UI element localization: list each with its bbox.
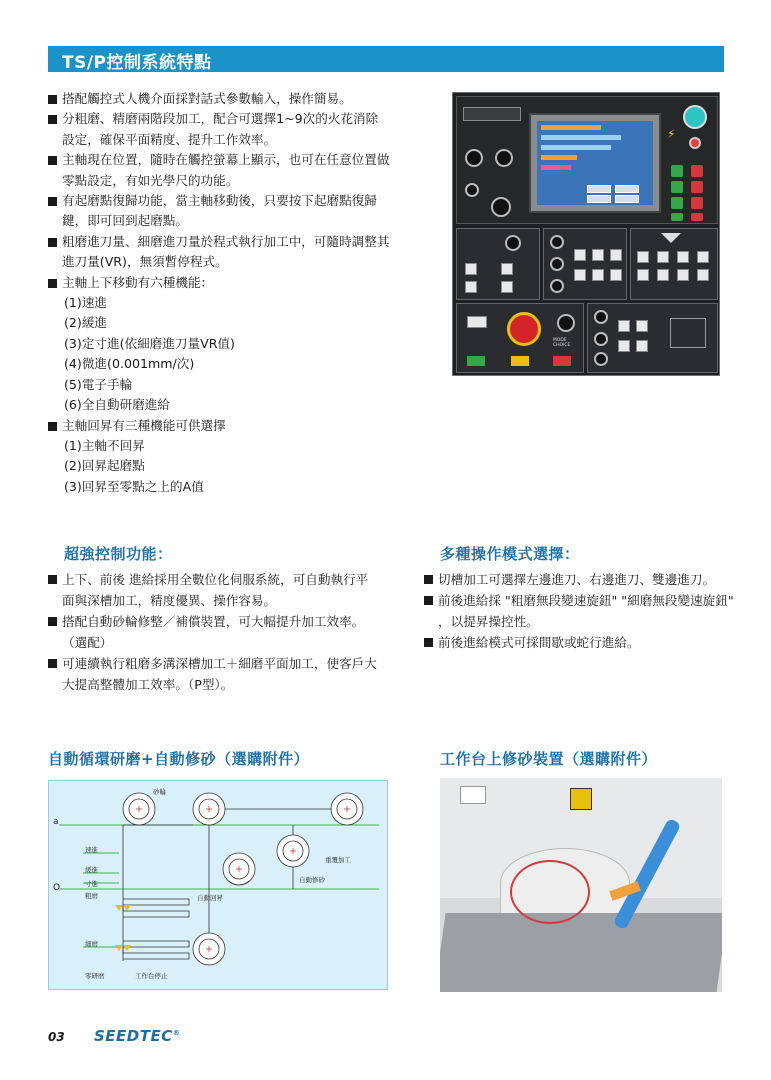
fine-label: 細磨 xyxy=(85,940,98,948)
panel-jog-section xyxy=(543,228,627,300)
knob-icon xyxy=(465,149,483,167)
table-stop-label: 工作台停止 xyxy=(135,972,168,980)
table-dresser-photo xyxy=(440,778,722,992)
knob-icon xyxy=(505,235,521,251)
section-title-bar xyxy=(48,46,724,72)
warning-bolt-icon: ⚡ xyxy=(667,127,676,141)
feature-item: 搭配觸控式人機介面採對話式參數輸入，操作簡易。 xyxy=(48,89,390,109)
dresser-heading: 工作台上修砂裝置（選購附件） xyxy=(440,750,658,768)
wheel-label: 砂輪 xyxy=(153,788,166,796)
touch-screen xyxy=(529,113,661,213)
rapid-label: 速進 xyxy=(85,846,98,854)
dresser-icon xyxy=(670,318,706,348)
return-mode: (3)回昇至零點之上的A值 xyxy=(64,478,204,494)
feature-item: 主軸回昇有三種機能可供選擇 xyxy=(48,416,390,436)
control-item: 上下、前後 進給採用全數位化伺服系統，可自動執行平面與深槽加工，精度優異、操作容易。 xyxy=(48,569,378,611)
rough-label: 粗磨 xyxy=(85,892,98,900)
feature-item: 粗磨進刀量、細磨進刀量於程式執行加工中，可隨時調整其進刀量(VR)，無須暫停程式。 xyxy=(48,232,390,273)
stop-lamp-icon xyxy=(689,137,701,149)
o-label: O xyxy=(53,883,61,893)
control-heading: 超強控制功能： xyxy=(64,545,173,563)
mode-item: 前後進給模式可採間歇或蛇行進給。 xyxy=(424,632,746,653)
brand-name: SEEDTEC xyxy=(94,1027,173,1045)
selector-switch-icon xyxy=(491,197,511,217)
size-label: 寸進 xyxy=(85,880,98,888)
load-meter xyxy=(463,107,521,121)
spindle-mode: (2)緩進 xyxy=(64,315,108,331)
panel-mode-section xyxy=(630,228,718,300)
feature-list xyxy=(48,89,390,497)
control-list xyxy=(48,569,378,695)
return-mode: (2)回昇起磨點 xyxy=(64,458,145,474)
slow-label: 緩進 xyxy=(85,866,98,874)
touch-screen-display xyxy=(537,121,653,205)
control-panel-image xyxy=(452,92,720,376)
spindle-mode: (6)全自動研磨進給 xyxy=(64,397,170,413)
mode-item: 切槽加工可選擇左邊進刀、右邊進刀、雙邊進刀。 xyxy=(424,569,746,590)
repeat-label: 重覆加工 xyxy=(325,856,351,864)
zero-label: 零研磨 xyxy=(85,972,105,980)
mode-choice-label: MODE CHOICE xyxy=(553,338,571,348)
mode-item: 前後進給採 "粗磨無段變速旋鈕" "細磨無段變速旋鈕" ，以提昇操控性。 xyxy=(424,590,746,632)
power-lamp-icon xyxy=(683,105,707,129)
spindle-mode: (5)電子手輪 xyxy=(64,376,133,392)
return-mode: (1)主軸不回昇 xyxy=(64,437,145,453)
work-table xyxy=(440,913,722,992)
handle-icon xyxy=(460,786,486,804)
knob-icon xyxy=(465,183,479,197)
spindle-mode: (1)速進 xyxy=(64,295,108,311)
arrow-down-icon xyxy=(661,233,681,243)
feature-item: 分粗磨、精磨兩階段加工，配合可選擇1~9次的火花消除設定，確保平面精度、提升工作效率。 xyxy=(48,109,390,150)
spindle-mode: (3)定寸進(依細磨進刀量VR值) xyxy=(64,335,235,351)
panel-dress-section xyxy=(587,303,718,373)
spindle-mode: (4)微進(0.001mm/次) xyxy=(64,356,195,372)
grinding-cycle-diagram xyxy=(48,780,388,990)
feature-item: 主軸現在位置，隨時在觸控螢幕上顯示，也可在任意位置做零點設定，有如光學尺的功能。 xyxy=(48,150,390,191)
page-number: 03 xyxy=(48,1030,65,1044)
feature-item: 主軸上下移動有六種機能： xyxy=(48,273,390,293)
brand-logo xyxy=(94,1027,180,1045)
registered-mark: ® xyxy=(172,1029,181,1037)
warning-sign-icon xyxy=(570,788,592,810)
control-item: 搭配自動砂輪修整／補償裝置，可大幅提升加工效率。（選配） xyxy=(48,611,378,653)
auto-up-label: 自動回昇 xyxy=(197,894,223,902)
control-item: 可連續執行粗磨多溝深槽加工＋細磨平面加工，使客戶大大提高整體加工效率。（P型）。 xyxy=(48,653,378,695)
panel-upper-section xyxy=(456,96,718,224)
panel-feed-section xyxy=(456,228,540,300)
auto-dress-label: 自動修砂 xyxy=(299,876,325,884)
feature-item: 有起磨點復歸功能，當主軸移動後，只要按下起磨點復歸鍵，即可回到起磨點。 xyxy=(48,191,390,232)
highlight-circle-icon xyxy=(510,860,590,924)
modes-heading: 多種操作模式選擇： xyxy=(440,545,580,563)
emergency-stop-icon xyxy=(507,312,541,346)
cycle-heading: 自動循環研磨+自動修砂（選購附件） xyxy=(48,750,310,768)
panel-estop-section xyxy=(456,303,584,373)
modes-list xyxy=(424,569,746,653)
section-title: TS/P控制系統特點 xyxy=(62,53,212,73)
mode-knob-icon xyxy=(557,314,575,332)
a-label: a xyxy=(53,817,59,827)
knob-icon xyxy=(495,149,513,167)
cycle-diagram-svg xyxy=(49,781,389,991)
